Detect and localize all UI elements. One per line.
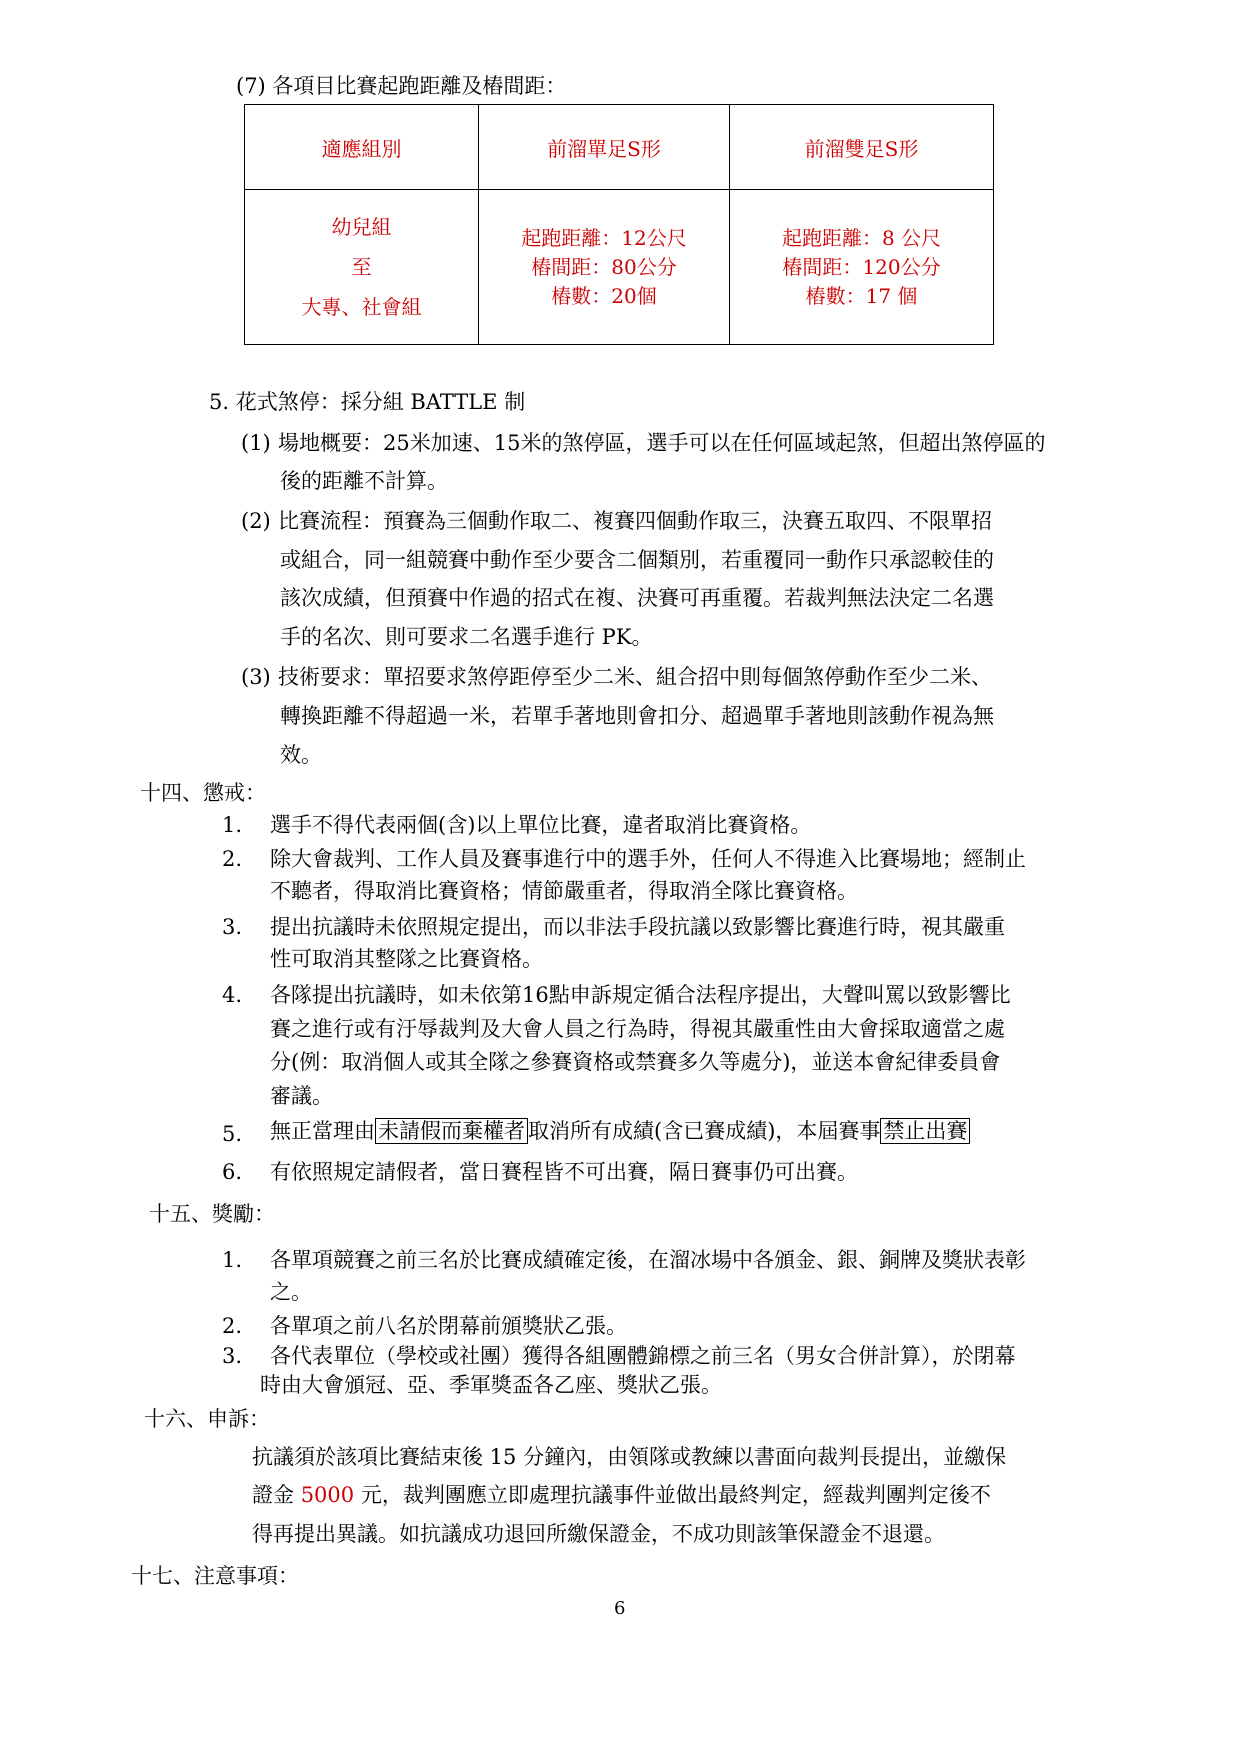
double-line: 樁數：17 個 <box>805 283 918 308</box>
sec14-item-line: 除大會裁判、工作人員及賽事進行中的選手外，任何人不得進入比賽場地；經制止 <box>270 847 1026 871</box>
single-line: 樁數：20個 <box>551 283 657 308</box>
item5-p2-label: (2) <box>241 509 271 533</box>
item5-title: 5. 花式煞停：採分組 BATTLE 制 <box>209 390 526 414</box>
table-header-group: 適應組別 <box>245 105 479 190</box>
distance-table <box>244 104 994 345</box>
ban-boxed-text: 禁止出賽 <box>880 1118 970 1144</box>
sec14-item-line: 選手不得代表兩個(含)以上單位比賽，違者取消比賽資格。 <box>270 813 812 837</box>
item5-text: 無正當理由 <box>270 1119 375 1143</box>
single-line: 起跑距離：12公尺 <box>521 225 687 250</box>
item5-p3-label: (3) <box>241 665 271 689</box>
page-number: 6 <box>614 1598 626 1619</box>
sec14-item-line: 提出抗議時未依照規定提出，而以非法手段抗議以致影響比賽進行時，視其嚴重 <box>270 915 1005 939</box>
item5-p3-line: 轉換距離不得超過一米，若單手著地則會扣分、超過單手著地則該動作視為無 <box>280 704 994 728</box>
double-line: 起跑距離：8 公尺 <box>781 225 942 250</box>
item5-p2-line: 或組合，同一組競賽中動作至少要含二個類別，若重覆同一動作只承認較佳的 <box>280 548 994 572</box>
sec15-item-line: 各單項之前八名於閉幕前頒獎狀乙張。 <box>270 1314 627 1338</box>
sec15-num: 1. <box>222 1248 243 1272</box>
sec14-item-line: 各隊提出抗議時，如未依第16點申訴規定循合法程序提出，大聲叫罵以致影響比 <box>270 983 1011 1007</box>
sec15-heading: 十五、獎勵： <box>149 1202 275 1226</box>
sec14-heading: 十四、懲戒： <box>140 781 266 805</box>
sec15-item-line: 時由大會頒冠、亞、季軍獎盃各乙座、獎狀乙張。 <box>260 1373 722 1397</box>
section7-title: (7) 各項目比賽起跑距離及樁間距： <box>236 74 567 98</box>
item5-p3-line: 技術要求：單招要求煞停距停至少二米、組合招中則每個煞停動作至少二米、 <box>278 665 992 689</box>
sec15-item-line: 各單項競賽之前三名於比賽成績確定後，在溜冰場中各頒金、銀、銅牌及獎狀表彰 <box>270 1248 1026 1272</box>
sec14-item-line: 有依照規定請假者，當日賽程皆不可出賽，隔日賽事仍可出賽。 <box>270 1160 858 1184</box>
sec14-num: 4. <box>222 983 243 1007</box>
sec16-heading: 十六、申訴： <box>144 1407 270 1431</box>
single-line: 樁間距：80公分 <box>531 254 677 279</box>
table-cell-double <box>730 190 994 345</box>
sec14-num: 1. <box>222 813 243 837</box>
sec14-item5-line <box>270 1121 970 1142</box>
item5-p2-line: 該次成績，但預賽中作過的招式在複、決賽可再重覆。若裁判無法決定二名選 <box>280 586 994 610</box>
sec16-text: 證金 <box>252 1483 301 1507</box>
sec14-item-line: 不聽者，得取消比賽資格；情節嚴重者，得取消全隊比賽資格。 <box>270 879 858 903</box>
sec16-text: 元，裁判團應立即處理抗議事件並做出最終判定，經裁判團判定後不 <box>354 1483 991 1507</box>
item5-p1-label: (1) <box>241 431 271 455</box>
sec16-line <box>252 1485 991 1506</box>
sec17-heading: 十七、注意事項： <box>131 1564 299 1588</box>
sec14-item-line: 性可取消其整隊之比賽資格。 <box>270 947 543 971</box>
item5-p3-line: 效。 <box>280 743 322 767</box>
item5-text: 取消所有成績(含已賽成績)，本屆賽事 <box>528 1119 881 1143</box>
sec14-item-line: 審議。 <box>270 1084 333 1108</box>
sec14-num: 6. <box>222 1160 243 1184</box>
sec15-item-line: 各代表單位（學校或社團）獲得各組團體錦標之前三名（男女合併計算），於閉幕 <box>270 1344 1016 1368</box>
group-line: 至 <box>351 255 372 279</box>
sec15-num: 2. <box>222 1314 243 1338</box>
sec16-line: 抗議須於該項比賽結束後 15 分鐘內，由領隊或教練以書面向裁判長提出，並繳保 <box>252 1445 1007 1469</box>
sec15-item-line: 之。 <box>270 1280 312 1304</box>
item5-p2-line: 手的名次、則可要求二名選手進行 PK。 <box>280 625 653 649</box>
sec14-item-line: 分(例：取消個人或其全隊之參賽資格或禁賽多久等處分)，並送本會紀律委員會 <box>270 1050 1001 1074</box>
table-cell-single <box>479 190 730 345</box>
sec14-item-line: 賽之進行或有汙辱裁判及大會人員之行為時，得視其嚴重性由大會採取適當之處 <box>270 1017 1005 1041</box>
group-line: 幼兒組 <box>331 215 392 239</box>
table-header-single: 前溜單足S形 <box>479 105 730 190</box>
sec14-num: 3. <box>222 915 243 939</box>
sec14-num: 2. <box>222 847 243 871</box>
sec14-num: 5. <box>222 1122 243 1146</box>
item5-p1-line: 後的距離不計算。 <box>280 469 448 493</box>
forfeit-boxed-text: 未請假而棄權者 <box>375 1118 528 1144</box>
table-header-double: 前溜雙足S形 <box>730 105 994 190</box>
item5-p2-line: 比賽流程：預賽為三個動作取二、複賽四個動作取三，決賽五取四、不限單招 <box>278 509 992 533</box>
double-line: 樁間距：120公分 <box>782 254 941 279</box>
deposit-amount: 5000 <box>300 1483 355 1507</box>
item5-p1-line: 場地概要：25米加速、15米的煞停區，選手可以在任何區域起煞，但超出煞停區的 <box>278 431 1046 455</box>
group-line: 大專、社會組 <box>301 295 422 319</box>
sec15-num: 3. <box>222 1344 243 1368</box>
table-cell-group <box>245 190 479 345</box>
sec16-line: 得再提出異議。如抗議成功退回所繳保證金，不成功則該筆保證金不退還。 <box>252 1522 945 1546</box>
